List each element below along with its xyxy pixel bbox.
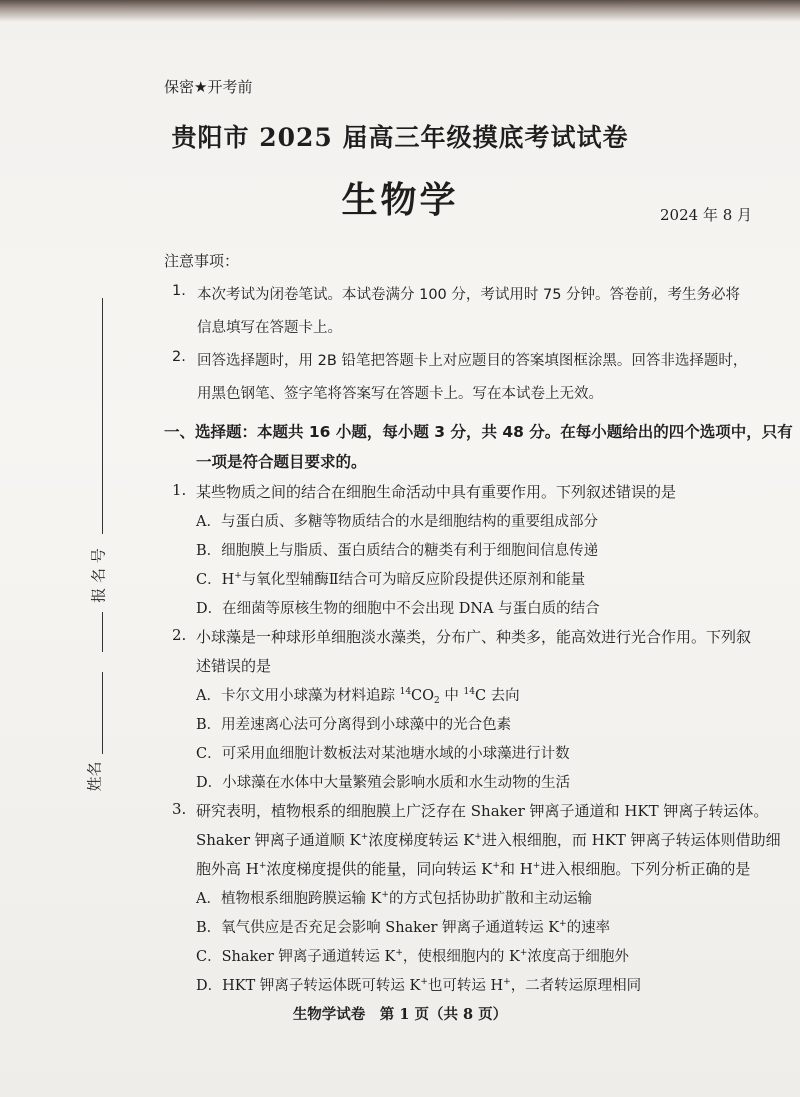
exam-date: 2024 年 8 月 [660, 206, 753, 224]
q2-stem-line1: 小球藻是一种球形单细胞淡水藻类，分布广、种类多，能高效进行光合作用。下列叙 [196, 628, 752, 646]
name-label: 姓名 [85, 761, 104, 792]
notice-item-1-line1: 本次考试为闭卷笔试。本试卷满分 100 分，考试用时 75 分钟。答卷前，考生务必将 [197, 287, 741, 303]
q3-option-a: A．植物根系细胞跨膜运输 K+的方式包括协助扩散和主动运输 [196, 890, 592, 907]
notice-title: 注意事项： [164, 252, 240, 270]
subject-title: 生物学 [341, 179, 459, 221]
section-1-heading-cont: 一项是符合题目要求的。 [196, 453, 367, 471]
q2-option-d: D．小球藻在水体中大量繁殖会影响水质和水生动物的生活 [196, 775, 571, 791]
exam-no-line-top [102, 298, 103, 534]
exam-no-label: 报 名 号 [89, 548, 108, 603]
q2-option-a: A．卡尔文用小球藻为材料追踪 $^{14}CO_2$ 中 $^{14}$C 去向 [196, 687, 520, 706]
exam-no-line-bottom [102, 612, 103, 652]
q3-stem-line3: 胞外高 H+浓度梯度提供的能量，同向转运 K+和 H+进入根细胞。下列分析正确的是 [196, 860, 751, 878]
q3-stem-line2: Shaker 钾离子通道顺 K+浓度梯度转运 K+进入根细胞，而 HKT 钾离子转运体则借助细 [196, 831, 781, 849]
page-footer: 生物学试卷 第 1 页（共 8 页） [292, 1006, 508, 1023]
q3-stem-line1: 研究表明，植物根系的细胞膜上广泛存在 Shaker 钾离子通道和 HKT 钾离子转运体。 [196, 802, 769, 820]
q2-option-b: B．用差速离心法可分离得到小球藻中的光合色素 [196, 717, 512, 733]
name-line [102, 672, 103, 754]
q2-option-c: C．可采用血细胞计数板法对某池塘水域的小球藻进行计数 [196, 746, 570, 762]
paper-top-edge [0, 0, 800, 22]
q3-option-c: C．Shaker 钾离子通道转运 K+，使根细胞内的 K+浓度高于细胞外 [196, 948, 629, 965]
q3-number: 3. [172, 800, 187, 818]
q3-option-d: D．HKT 钾离子转运体既可转运 K+也可转运 H+，二者转运原理相同 [196, 977, 642, 994]
q2-number: 2. [172, 626, 187, 644]
q1-option-d: D．在细菌等原核生物的细胞中不会出现 DNA 与蛋白质的结合 [196, 601, 600, 617]
notice-item-2-line2: 用黑色钢笔、签字笔将答案写在答题卡上。写在本试卷上无效。 [197, 386, 603, 402]
section-1-heading: 一、选择题：本题共 16 小题，每小题 3 分，共 48 分。在每小题给出的四个选项中，只有 [164, 423, 793, 441]
notice-item-1-num: 1. [172, 283, 186, 299]
q1-option-a: A．与蛋白质、多糖等物质结合的水是细胞结构的重要组成部分 [196, 514, 598, 530]
notice-item-2-line1: 回答选择题时，用 2B 铅笔把答题卡上对应题目的答案填图框涂黑。回答非选择题时， [197, 353, 748, 369]
q2-stem-line2: 述错误的是 [196, 657, 272, 675]
q1-option-b: B．细胞膜上与脂质、蛋白质结合的糖类有利于细胞间信息传递 [196, 543, 599, 559]
confidential-mark: 保密★开考前 [164, 78, 253, 96]
q1-option-c: C．H+与氧化型辅酶Ⅱ结合可为暗反应阶段提供还原剂和能量 [196, 571, 586, 588]
q3-option-b: B．氧气供应是否充足会影响 Shaker 钾离子通道转运 K+的速率 [196, 919, 611, 936]
exam-title: 贵阳市 2025 届高三年级摸底考试试卷 [171, 123, 629, 152]
q1-number: 1. [172, 481, 187, 499]
notice-item-1-line2: 信息填写在答题卡上。 [197, 320, 342, 336]
q1-stem: 某些物质之间的结合在细胞生命活动中具有重要作用。下列叙述错误的是 [196, 483, 677, 501]
notice-item-2-num: 2. [172, 349, 186, 365]
